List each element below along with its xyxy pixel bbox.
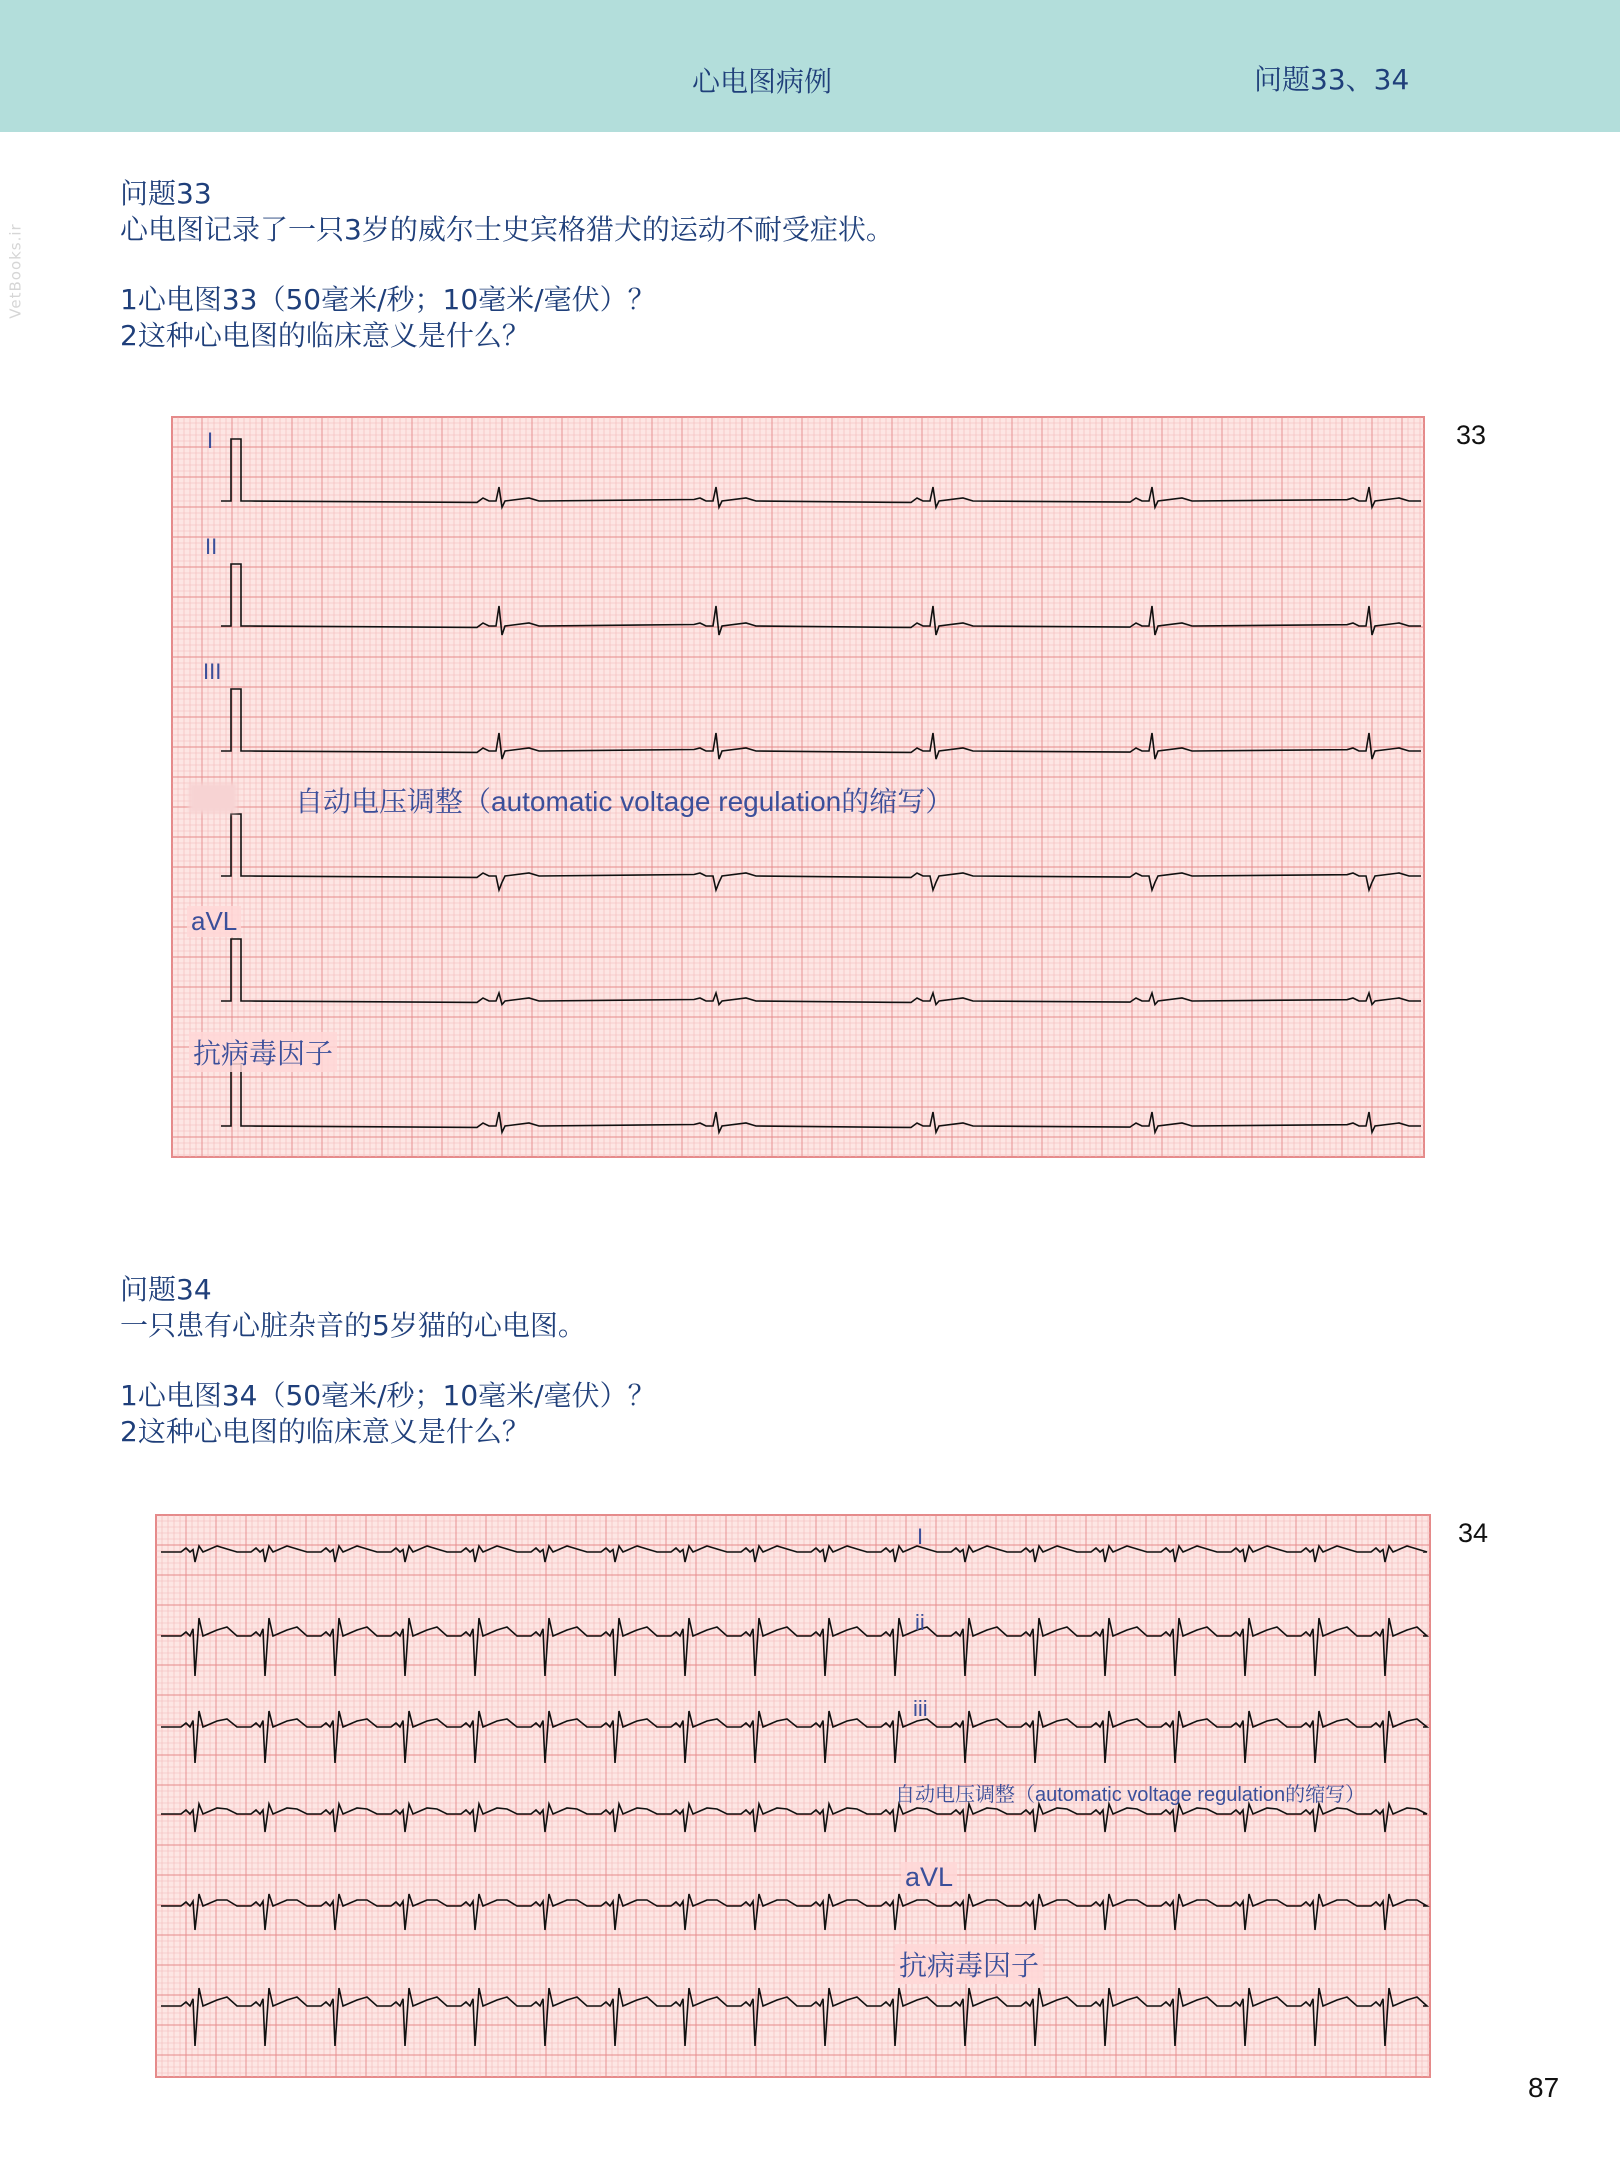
question-33-description: 心电图记录了一只3岁的威尔士史宾格猎犬的运动不耐受症状。 [120, 213, 894, 246]
question-34 [120, 1272, 656, 1450]
ecg-34-lead-3-label: iii [913, 1696, 928, 1721]
figure-34-number: 34 [1458, 1518, 1489, 1548]
header-questions: 问题33、34 [1254, 63, 1410, 96]
question-34-title: 问题34 [120, 1273, 212, 1306]
ecg-33-lead-3-label: III [203, 659, 222, 684]
ecg-33-redaction [189, 783, 237, 813]
figure-33-number: 33 [1456, 420, 1487, 450]
ecg-34-lead-5-label: aVL [901, 1862, 957, 1893]
question-33-title: 问题33 [120, 177, 212, 210]
page-header [0, 0, 1620, 132]
ecg-33-lead-6-label: 抗病毒因子 [189, 1032, 337, 1072]
header-title: 心电图病例 [692, 65, 833, 98]
question-34-item-1: 1心电图34（50毫米/秒；10毫米/毫伏）？ [120, 1379, 656, 1412]
ecg-figure-34 [155, 1514, 1431, 2078]
page-number: 87 [1528, 2072, 1560, 2103]
ecg-34-lead-4-label: 自动电压调整（automatic voltage regulation的缩写） [895, 1784, 1366, 1806]
ecg-34-lead-1-label: I [917, 1524, 924, 1549]
question-33-item-2: 2这种心电图的临床意义是什么？ [120, 319, 530, 352]
question-33-item-1: 1心电图33（50毫米/秒；10毫米/毫伏）？ [120, 283, 656, 316]
ecg-33-lead-2-label: II [205, 534, 218, 559]
ecg-34-lead-6-label: 抗病毒因子 [895, 1944, 1043, 1984]
ecg-33-lead-1-label: I [207, 428, 214, 453]
ecg-34-lead-2-label: ii [915, 1610, 925, 1635]
question-33 [120, 176, 894, 354]
ecg-figure-33 [171, 416, 1425, 1158]
question-34-description: 一只患有心脏杂音的5岁猫的心电图。 [120, 1309, 586, 1342]
ecg-33-lead-5-label: aVL [187, 906, 241, 937]
watermark: VetBooks.ir [6, 223, 25, 319]
ecg-33-lead-4-label: 自动电压调整（automatic voltage regulation的缩写） [295, 786, 954, 817]
question-34-item-2: 2这种心电图的临床意义是什么？ [120, 1415, 530, 1448]
